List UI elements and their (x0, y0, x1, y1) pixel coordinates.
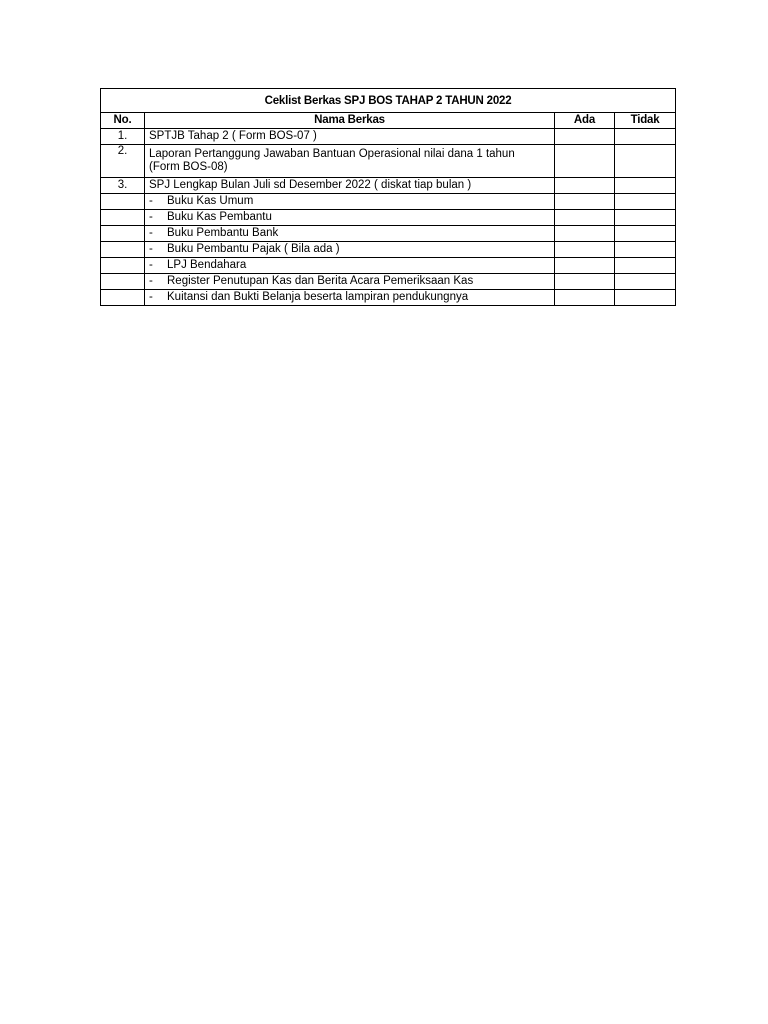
row-name-line1: Laporan Pertanggung Jawaban Bantuan Operasional nilai dana 1 tahun (149, 148, 515, 160)
ada-cell[interactable] (555, 290, 615, 306)
ada-cell[interactable] (555, 258, 615, 274)
sub-item-label: Kuitansi dan Bukti Belanja beserta lampiran pendukungnya (167, 291, 469, 303)
dash-bullet: - (149, 211, 153, 223)
tidak-cell[interactable] (615, 145, 676, 178)
sub-item-name (145, 210, 555, 226)
ada-cell[interactable] (555, 210, 615, 226)
sub-item-name (145, 226, 555, 242)
sub-item-name (145, 194, 555, 210)
table-row (101, 129, 676, 145)
header-nama-berkas: Nama Berkas (145, 113, 555, 129)
table-row (101, 290, 676, 306)
dash-bullet: - (149, 291, 153, 303)
table-row (101, 210, 676, 226)
row-number: 3. (101, 178, 145, 194)
tidak-cell[interactable] (615, 242, 676, 258)
table-row (101, 242, 676, 258)
sub-item-name (145, 274, 555, 290)
row-number: 2. (101, 145, 145, 178)
tidak-cell[interactable] (615, 194, 676, 210)
ada-cell[interactable] (555, 274, 615, 290)
row-number (101, 258, 145, 274)
dash-bullet: - (149, 243, 153, 255)
sub-item-label: Buku Kas Pembantu (167, 211, 272, 223)
row-name (145, 145, 555, 178)
row-number (101, 194, 145, 210)
row-number (101, 210, 145, 226)
table-row (101, 178, 676, 194)
table-row (101, 145, 676, 178)
row-name-line2: (Form BOS-08) (149, 161, 228, 173)
table-title: Ceklist Berkas SPJ BOS TAHAP 2 TAHUN 2022 (101, 89, 676, 113)
ada-cell[interactable] (555, 178, 615, 194)
row-number (101, 290, 145, 306)
sub-item-name (145, 258, 555, 274)
sub-item-name (145, 290, 555, 306)
row-name: SPTJB Tahap 2 ( Form BOS-07 ) (145, 129, 555, 145)
dash-bullet: - (149, 275, 153, 287)
ada-cell[interactable] (555, 194, 615, 210)
checklist-table (100, 88, 676, 306)
table-row (101, 274, 676, 290)
sub-item-label: Buku Kas Umum (167, 195, 254, 207)
row-number (101, 226, 145, 242)
dash-bullet: - (149, 227, 153, 239)
dash-bullet: - (149, 259, 153, 271)
table-title-row (101, 89, 676, 113)
ada-cell[interactable] (555, 242, 615, 258)
table-row (101, 258, 676, 274)
ada-cell[interactable] (555, 129, 615, 145)
document-page (100, 88, 675, 306)
sub-item-label: LPJ Bendahara (167, 259, 247, 271)
tidak-cell[interactable] (615, 129, 676, 145)
tidak-cell[interactable] (615, 210, 676, 226)
ada-cell[interactable] (555, 145, 615, 178)
tidak-cell[interactable] (615, 274, 676, 290)
dash-bullet: - (149, 195, 153, 207)
header-ada: Ada (555, 113, 615, 129)
table-row (101, 226, 676, 242)
tidak-cell[interactable] (615, 258, 676, 274)
row-name: SPJ Lengkap Bulan Juli sd Desember 2022 ( diskat tiap bulan ) (145, 178, 555, 194)
header-tidak: Tidak (615, 113, 676, 129)
table-header-row (101, 113, 676, 129)
sub-item-label: Register Penutupan Kas dan Berita Acara Pemeriksaan Kas (167, 275, 474, 287)
sub-item-name (145, 242, 555, 258)
header-no: No. (101, 113, 145, 129)
ada-cell[interactable] (555, 226, 615, 242)
sub-item-label: Buku Pembantu Bank (167, 227, 279, 239)
tidak-cell[interactable] (615, 226, 676, 242)
row-number: 1. (101, 129, 145, 145)
row-number (101, 274, 145, 290)
sub-item-label: Buku Pembantu Pajak ( Bila ada ) (167, 243, 340, 255)
table-row (101, 194, 676, 210)
tidak-cell[interactable] (615, 178, 676, 194)
row-number (101, 242, 145, 258)
tidak-cell[interactable] (615, 290, 676, 306)
